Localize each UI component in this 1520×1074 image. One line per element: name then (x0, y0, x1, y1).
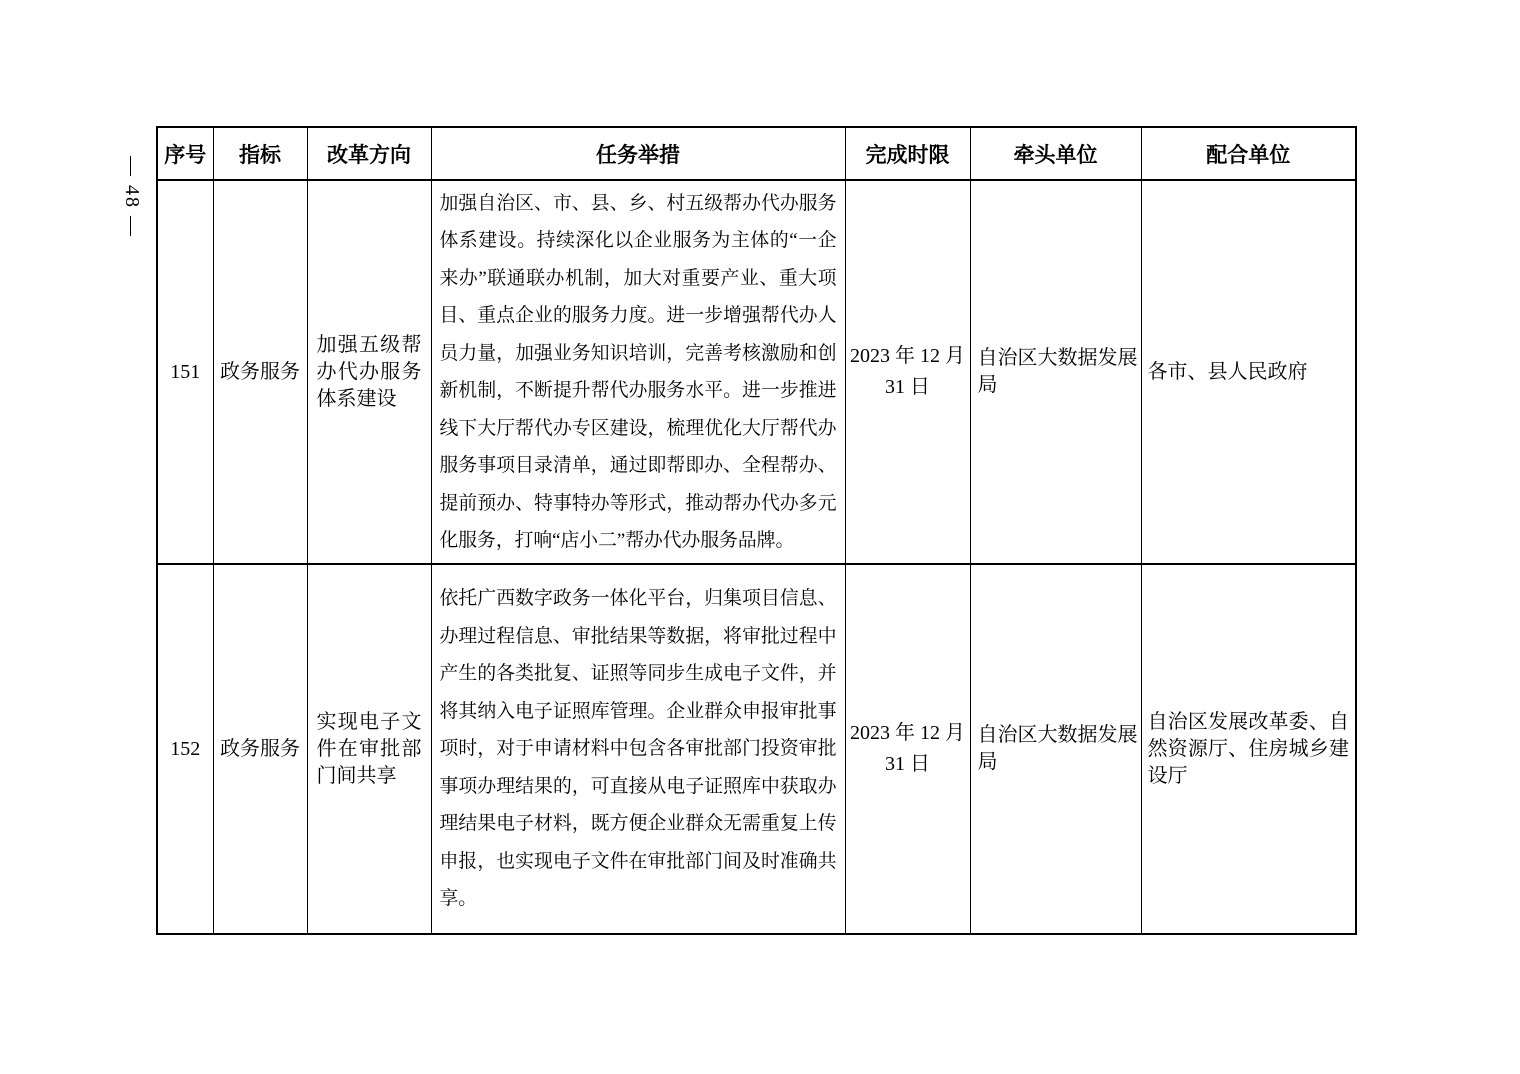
header-support-unit: 配合单位 (1141, 127, 1356, 180)
row-152-support-unit: 自治区发展改革委、自然资源厅、住房城乡建设厅 (1141, 564, 1356, 934)
assignments-table (156, 126, 1357, 935)
row-151-lead-unit: 自治区大数据发展局 (970, 180, 1141, 564)
row-152-indicator: 政务服务 (213, 564, 307, 934)
header-lead-unit: 牵头单位 (970, 127, 1141, 180)
table-row-151 (157, 180, 1356, 564)
row-151-seq: 151 (157, 180, 213, 564)
header-task: 任务举措 (431, 127, 845, 180)
header-seq: 序号 (157, 127, 213, 180)
row-152-task (431, 564, 845, 934)
header-indicator: 指标 (213, 127, 307, 180)
row-151-task (431, 180, 845, 564)
row-151-task-text: 加强自治区、市、县、乡、村五级帮办代办服务体系建设。持续深化以企业服务为主体的“一企来办”联通联办机制，加大对重要产业、重大项目、重点企业的服务力度。进一步增强帮代办人员力量，加强业务知识培训，完善考核激励和创新机制，不断提升帮代办服务水平。进一步推进线下大厅帮代办专区建设，梳理优化大厅帮代办服务事项目录清单，通过即帮即办、全程帮办、提前预办、特事特办等形式，推动帮办代办多元化服务，打响“店小二”帮办代办服务品牌。 (439, 192, 837, 551)
table-header-row (157, 127, 1356, 180)
row-151-deadline: 2023 年 12 月 31 日 (845, 180, 970, 564)
row-151-indicator: 政务服务 (213, 180, 307, 564)
row-152-direction: 实现电子文件在审批部门间共享 (307, 564, 431, 934)
header-deadline: 完成时限 (845, 127, 970, 180)
header-direction: 改革方向 (307, 127, 431, 180)
table-row-152 (157, 564, 1356, 934)
row-152-lead-unit: 自治区大数据发展局 (970, 564, 1141, 934)
page-number: — 48 — (121, 156, 143, 238)
row-151-direction: 加强五级帮办代办服务体系建设 (307, 180, 431, 564)
row-152-deadline: 2023 年 12 月 31 日 (845, 564, 970, 934)
row-152-seq: 152 (157, 564, 213, 934)
row-151-support-unit: 各市、县人民政府 (1141, 180, 1356, 564)
row-152-task-text: 依托广西数字政务一体化平台，归集项目信息、办理过程信息、审批结果等数据，将审批过程中产生的各类批复、证照等同步生成电子文件，并将其纳入电子证照库管理。企业群众申报审批事项时，对于申请材料中包含各审批部门投资审批事项办理结果的，可直接从电子证照库中获取办理结果电子材料，既方便企业群众无需重复上传申报，也实现电子文件在审批部门间及时准确共享。 (439, 588, 837, 910)
